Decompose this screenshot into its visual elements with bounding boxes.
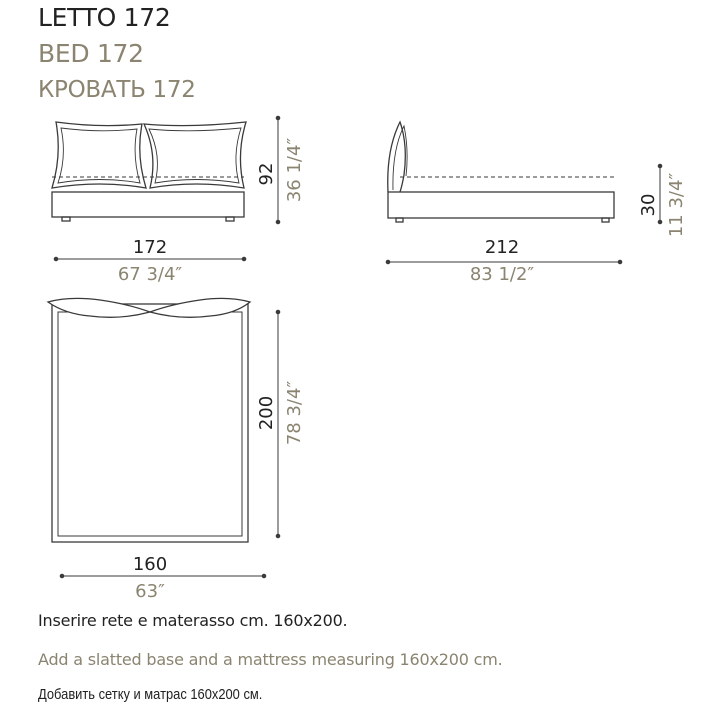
side-foot-left <box>396 218 403 222</box>
top-cushion-right <box>150 298 250 317</box>
front-base <box>52 192 244 217</box>
top-mattress <box>58 312 242 536</box>
front-foot-left <box>62 217 70 221</box>
top-length-cm: 200 <box>256 395 277 431</box>
top-width-in: 63″ <box>135 581 165 602</box>
front-width-in: 67 3/4″ <box>117 264 183 285</box>
note-english: Add a slatted base and a mattress measuring 160x200 cm. <box>38 650 503 669</box>
front-width-cm: 172 <box>132 237 168 258</box>
side-base <box>388 192 614 218</box>
front-view <box>52 122 246 221</box>
side-cushion <box>388 122 406 192</box>
title-english: BED 172 <box>38 39 144 68</box>
title-russian: КРОВАТЬ 172 <box>38 77 196 103</box>
top-length-in: 78 3/4″ <box>284 380 305 446</box>
top-frame <box>52 304 248 542</box>
front-height-in: 36 1/4″ <box>284 137 305 203</box>
title-italian: LETTO 172 <box>38 3 171 32</box>
side-length-cm: 212 <box>484 237 520 258</box>
side-length-in: 83 1/2″ <box>469 264 535 285</box>
front-foot-right <box>226 217 234 221</box>
top-cushion-left <box>48 298 150 317</box>
top-width-cm: 160 <box>132 554 168 575</box>
top-view <box>48 298 250 542</box>
front-height-cm: 92 <box>256 162 277 186</box>
front-cushion-right <box>144 122 246 188</box>
side-height-in: 11 3/4″ <box>666 172 687 238</box>
note-italian: Inserire rete e materasso cm. 160x200. <box>38 611 348 630</box>
side-height-cm: 30 <box>638 193 659 217</box>
side-foot-right <box>602 218 609 222</box>
note-russian: Добавить сетку и матрас 160x200 см. <box>38 686 263 703</box>
front-cushion-left <box>52 122 146 188</box>
side-view <box>388 122 614 222</box>
